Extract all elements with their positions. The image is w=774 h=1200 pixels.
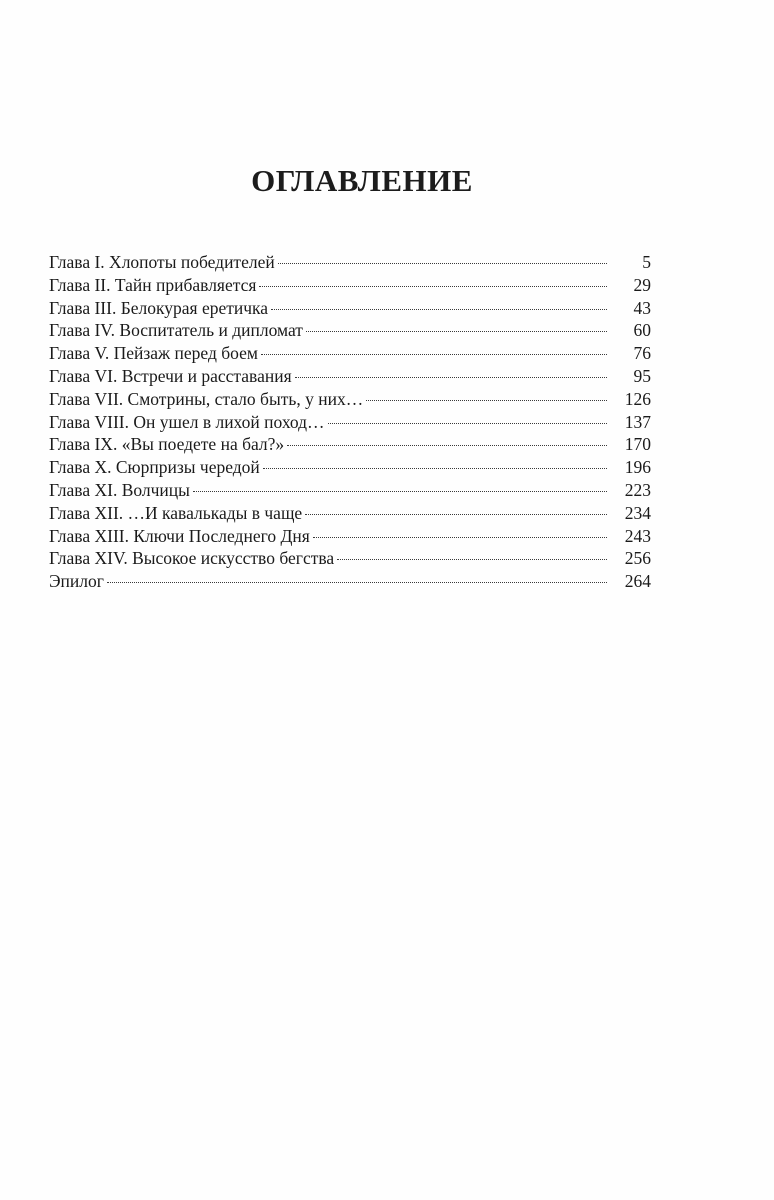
dot-leader	[261, 354, 607, 355]
toc-entry-title: Глава XIII. Ключи Последнего Дня	[49, 525, 310, 546]
toc-entry-title: Глава VII. Смотрины, стало быть, у них…	[49, 388, 364, 409]
toc-entry	[49, 433, 651, 456]
toc-entry	[49, 570, 651, 593]
toc-entry-title: Глава XII. …И кавалькады в чаще	[49, 502, 303, 523]
toc-entry-page-number: 137	[624, 411, 651, 432]
toc-entry-title: Глава V. Пейзаж перед боем	[49, 343, 258, 364]
toc-entry-title: Глава XI. Волчицы	[49, 479, 190, 500]
toc-entry-page-number: 234	[624, 502, 651, 523]
dot-leader	[278, 263, 607, 264]
toc-entry	[49, 365, 651, 388]
toc-entry-page-number: 60	[633, 320, 651, 341]
page-title: ОГЛАВЛЕНИЕ	[251, 163, 473, 198]
dot-leader	[295, 377, 607, 378]
toc-entry-page-number: 256	[624, 548, 651, 569]
toc-entry-page-number: 243	[624, 525, 651, 546]
toc-entry	[49, 297, 651, 320]
toc-entry-page-number: 29	[633, 274, 651, 295]
dot-leader	[271, 309, 607, 310]
dot-leader	[107, 582, 607, 583]
toc-entry-title: Глава X. Сюрпризы чередой	[49, 457, 260, 478]
toc-entry-title: Глава IV. Воспитатель и дипломат	[49, 320, 303, 341]
toc-entry	[49, 274, 651, 297]
toc-entry-title: Глава XIV. Высокое искусство бегства	[49, 548, 335, 569]
toc-entry-title: Глава VIII. Он ушел в лихой поход…	[49, 411, 325, 432]
toc-entry-title: Глава III. Белокурая еретичка	[49, 297, 269, 318]
toc-entry	[49, 388, 651, 411]
dot-leader	[313, 537, 607, 538]
dot-leader	[259, 286, 607, 287]
toc-entry	[49, 502, 651, 525]
toc-entry-title: Глава I. Хлопоты победителей	[49, 252, 275, 272]
dot-leader	[328, 423, 607, 424]
toc-entry	[49, 547, 651, 570]
dot-leader	[337, 559, 607, 560]
toc-entry-title: Глава VI. Встречи и расставания	[49, 365, 292, 386]
toc-entry	[49, 342, 651, 365]
table-of-contents	[49, 251, 651, 593]
toc-entry-title: Эпилог	[49, 571, 104, 592]
toc-entry-title: Глава IX. «Вы поедете на бал?»	[49, 434, 285, 455]
dot-leader	[263, 468, 607, 469]
toc-entry	[49, 456, 651, 479]
toc-entry-page-number: 126	[624, 388, 651, 409]
dot-leader	[193, 491, 607, 492]
toc-entry-page-number: 95	[633, 365, 651, 386]
toc-entry	[49, 319, 651, 342]
toc-entry-page-number: 196	[624, 457, 651, 478]
toc-entry-page-number: 43	[633, 297, 651, 318]
toc-entry	[49, 479, 651, 502]
dot-leader	[287, 445, 607, 446]
toc-entry-page-number: 76	[633, 343, 651, 364]
toc-entry-page-number: 223	[624, 479, 651, 500]
toc-entry-title: Глава II. Тайн прибавляется	[49, 274, 257, 295]
toc-entry	[49, 411, 651, 434]
toc-entry-page-number: 170	[624, 434, 651, 455]
dot-leader	[305, 514, 607, 515]
toc-entry-page-number: 264	[624, 571, 651, 592]
dot-leader	[306, 331, 607, 332]
toc-entry	[49, 525, 651, 548]
dot-leader	[366, 400, 607, 401]
toc-entry-page-number: 5	[642, 252, 651, 272]
toc-entry	[49, 251, 651, 274]
